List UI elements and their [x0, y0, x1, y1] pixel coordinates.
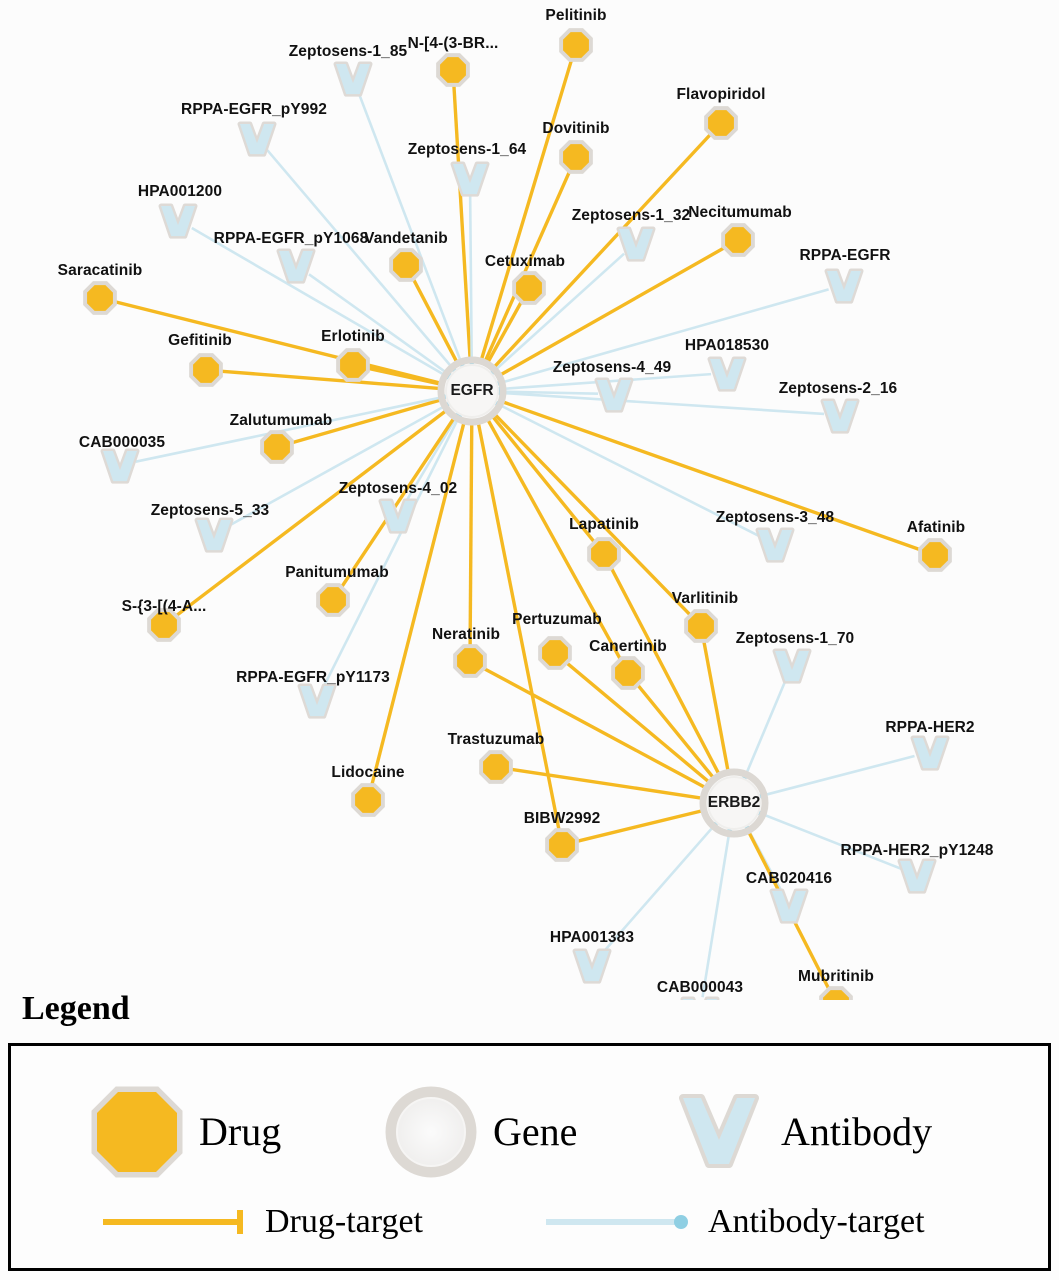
- node-label-erlotinib: Erlotinib: [321, 328, 385, 345]
- node-neratinib[interactable]: [456, 647, 484, 675]
- node-zeptosens_4_02[interactable]: [381, 501, 415, 531]
- node-label-rppa_her2_py1248: RPPA-HER2_pY1248: [840, 842, 994, 859]
- node-hpa018530[interactable]: [710, 359, 744, 389]
- node-flavopiridol[interactable]: [707, 109, 735, 137]
- node-label-zalutumumab: Zalutumumab: [229, 412, 333, 429]
- gene-circle-icon: [383, 1084, 479, 1180]
- node-label-cab020416: CAB020416: [745, 870, 833, 887]
- node-zeptosens_1_64[interactable]: [453, 164, 487, 194]
- node-necitumumab[interactable]: [724, 226, 752, 254]
- gene-label-egfr: EGFR: [450, 382, 494, 399]
- node-label-hpa001200: HPA001200: [137, 183, 223, 200]
- node-rppa_egfr_py1068[interactable]: [279, 251, 313, 281]
- node-label-zeptosens_5_33: Zeptosens-5_33: [150, 502, 270, 519]
- node-label-cab000043: CAB000043: [656, 979, 744, 996]
- node-label-saracatinib: Saracatinib: [57, 262, 143, 279]
- node-cetuximab[interactable]: [515, 274, 543, 302]
- legend-title: Legend: [22, 990, 130, 1027]
- legend-label-antibody: Antibody: [781, 1109, 933, 1154]
- node-pertuzumab[interactable]: [541, 639, 569, 667]
- node-lapatinib[interactable]: [590, 540, 618, 568]
- drug-target-edge: [116, 302, 443, 384]
- node-lidocaine[interactable]: [354, 786, 382, 814]
- node-zeptosens_2_16[interactable]: [823, 401, 857, 431]
- node-label-rppa_egfr_py1173: RPPA-EGFR_pY1173: [236, 669, 390, 686]
- node-label-zeptosens_1_70: Zeptosens-1_70: [735, 630, 855, 647]
- node-label-s_3_4_a: S-{3-[(4-A...: [121, 598, 207, 615]
- node-hpa001383[interactable]: [575, 951, 609, 981]
- antibody-target-edge: [470, 194, 472, 361]
- drug-target-edge: [470, 421, 472, 645]
- node-label-panitumumab: Panitumumab: [285, 564, 389, 581]
- node-vandetanib[interactable]: [392, 251, 420, 279]
- node-rppa_her2[interactable]: [913, 738, 947, 768]
- node-label-neratinib: Neratinib: [431, 626, 501, 643]
- node-dovitinib[interactable]: [562, 143, 590, 171]
- node-label-cetuximab: Cetuximab: [484, 253, 566, 270]
- node-cab020416[interactable]: [772, 891, 806, 921]
- node-n_4_3_br[interactable]: [439, 56, 467, 84]
- antibody-target-edge: [763, 756, 914, 795]
- legend-box: [8, 1043, 1051, 1271]
- node-label-rppa_her2: RPPA-HER2: [885, 719, 975, 736]
- node-label-zeptosens_1_32: Zeptosens-1_32: [571, 207, 691, 224]
- node-label-canertinib: Canertinib: [589, 638, 667, 655]
- edges-layer: [116, 60, 920, 997]
- antibody-target-edge: [309, 274, 448, 373]
- node-label-afatinib: Afatinib: [906, 519, 966, 536]
- drug-target-edge: [413, 279, 458, 364]
- node-zeptosens_4_49[interactable]: [597, 380, 631, 410]
- node-label-pelitinib: Pelitinib: [545, 7, 607, 24]
- legend-item-drug-target: [101, 1204, 423, 1240]
- node-label-gefitinib: Gefitinib: [168, 332, 232, 349]
- node-zalutumumab[interactable]: [263, 433, 291, 461]
- drug-target-edge: [342, 416, 456, 587]
- antibody-target-edge: [324, 418, 458, 686]
- drug-target-edge: [493, 412, 690, 614]
- node-label-zeptosens_1_64: Zeptosens-1_64: [407, 141, 527, 158]
- gene-label-erbb2: ERBB2: [707, 794, 761, 811]
- legend-item-antibody: [671, 1084, 932, 1180]
- node-label-zeptosens_4_02: Zeptosens-4_02: [338, 480, 458, 497]
- node-canertinib[interactable]: [614, 659, 642, 687]
- node-label-varlitinib: Varlitinib: [671, 590, 739, 607]
- node-hpa001200[interactable]: [161, 206, 195, 236]
- node-trastuzumab[interactable]: [482, 753, 510, 781]
- node-cab000035[interactable]: [103, 451, 137, 481]
- node-rppa_her2_py1248[interactable]: [900, 861, 934, 891]
- node-panitumumab[interactable]: [319, 586, 347, 614]
- antibody-target-edge-icon: [544, 1204, 694, 1240]
- legend-label-drug-target: Drug-target: [265, 1203, 423, 1240]
- node-varlitinib[interactable]: [687, 612, 715, 640]
- node-label-flavopiridol: Flavopiridol: [676, 86, 766, 103]
- node-label-pertuzumab: Pertuzumab: [512, 611, 602, 628]
- node-zeptosens_1_70[interactable]: [775, 651, 809, 681]
- drug-octagon-icon: [89, 1084, 185, 1180]
- node-label-necitumumab: Necitumumab: [688, 204, 792, 221]
- node-bibw2992[interactable]: [548, 831, 576, 859]
- legend-item-drug: [89, 1084, 281, 1180]
- drug-target-edge-icon: [101, 1204, 251, 1240]
- drug-target-edge: [512, 769, 705, 798]
- legend: [0, 985, 1059, 1280]
- node-zeptosens_5_33[interactable]: [197, 520, 231, 550]
- node-rppa_egfr[interactable]: [827, 271, 861, 301]
- node-saracatinib[interactable]: [86, 284, 114, 312]
- legend-item-gene: [383, 1084, 577, 1180]
- node-label-lapatinib: Lapatinib: [569, 516, 639, 533]
- legend-item-antibody-target: [544, 1204, 925, 1240]
- drug-target-edge: [481, 60, 572, 362]
- node-rppa_egfr_py992[interactable]: [240, 124, 274, 154]
- node-gefitinib[interactable]: [192, 356, 220, 384]
- node-label-bibw2992: BIBW2992: [523, 810, 601, 827]
- node-label-zeptosens_2_16: Zeptosens-2_16: [778, 380, 898, 397]
- drug-target-edge: [492, 135, 710, 369]
- node-label-zeptosens_1_85: Zeptosens-1_85: [288, 43, 408, 60]
- node-pelitinib[interactable]: [562, 31, 590, 59]
- node-label-vandetanib: Vandetanib: [364, 230, 448, 247]
- antibody-target-edge: [746, 680, 786, 776]
- node-afatinib[interactable]: [921, 541, 949, 569]
- antibody-target-edge: [502, 393, 824, 414]
- antibody-target-edge: [703, 833, 730, 998]
- node-label-hpa001383: HPA001383: [549, 929, 635, 946]
- node-zeptosens_1_85[interactable]: [336, 64, 370, 94]
- antibody-chevron-icon: [671, 1084, 767, 1180]
- node-label-dovitinib: Dovitinib: [542, 120, 610, 137]
- node-label-lidocaine: Lidocaine: [331, 764, 405, 781]
- node-label-mubritinib: Mubritinib: [798, 968, 874, 985]
- node-zeptosens_3_48[interactable]: [758, 530, 792, 560]
- node-label-zeptosens_4_49: Zeptosens-4_49: [552, 359, 672, 376]
- legend-label-antibody-target: Antibody-target: [708, 1203, 925, 1240]
- node-label-rppa_egfr_py1068: RPPA-EGFR_pY1068: [213, 230, 369, 247]
- node-label-rppa_egfr: RPPA-EGFR: [799, 247, 891, 264]
- drug-target-edge: [454, 86, 470, 361]
- node-label-trastuzumab: Trastuzumab: [447, 731, 545, 748]
- legend-label-gene: Gene: [493, 1109, 578, 1154]
- node-label-cab000035: CAB000035: [78, 434, 166, 451]
- legend-label-drug: Drug: [199, 1109, 282, 1154]
- drug-target-edge: [500, 401, 920, 550]
- node-label-hpa018530: HPA018530: [684, 337, 770, 354]
- node-label-rppa_egfr_py992: RPPA-EGFR_pY992: [181, 101, 327, 118]
- node-label-n_4_3_br: N-[4-(3-BR...: [407, 35, 499, 52]
- node-label-zeptosens_3_48: Zeptosens-3_48: [715, 509, 835, 526]
- node-rppa_egfr_py1173[interactable]: [300, 686, 334, 716]
- node-erlotinib[interactable]: [339, 351, 367, 379]
